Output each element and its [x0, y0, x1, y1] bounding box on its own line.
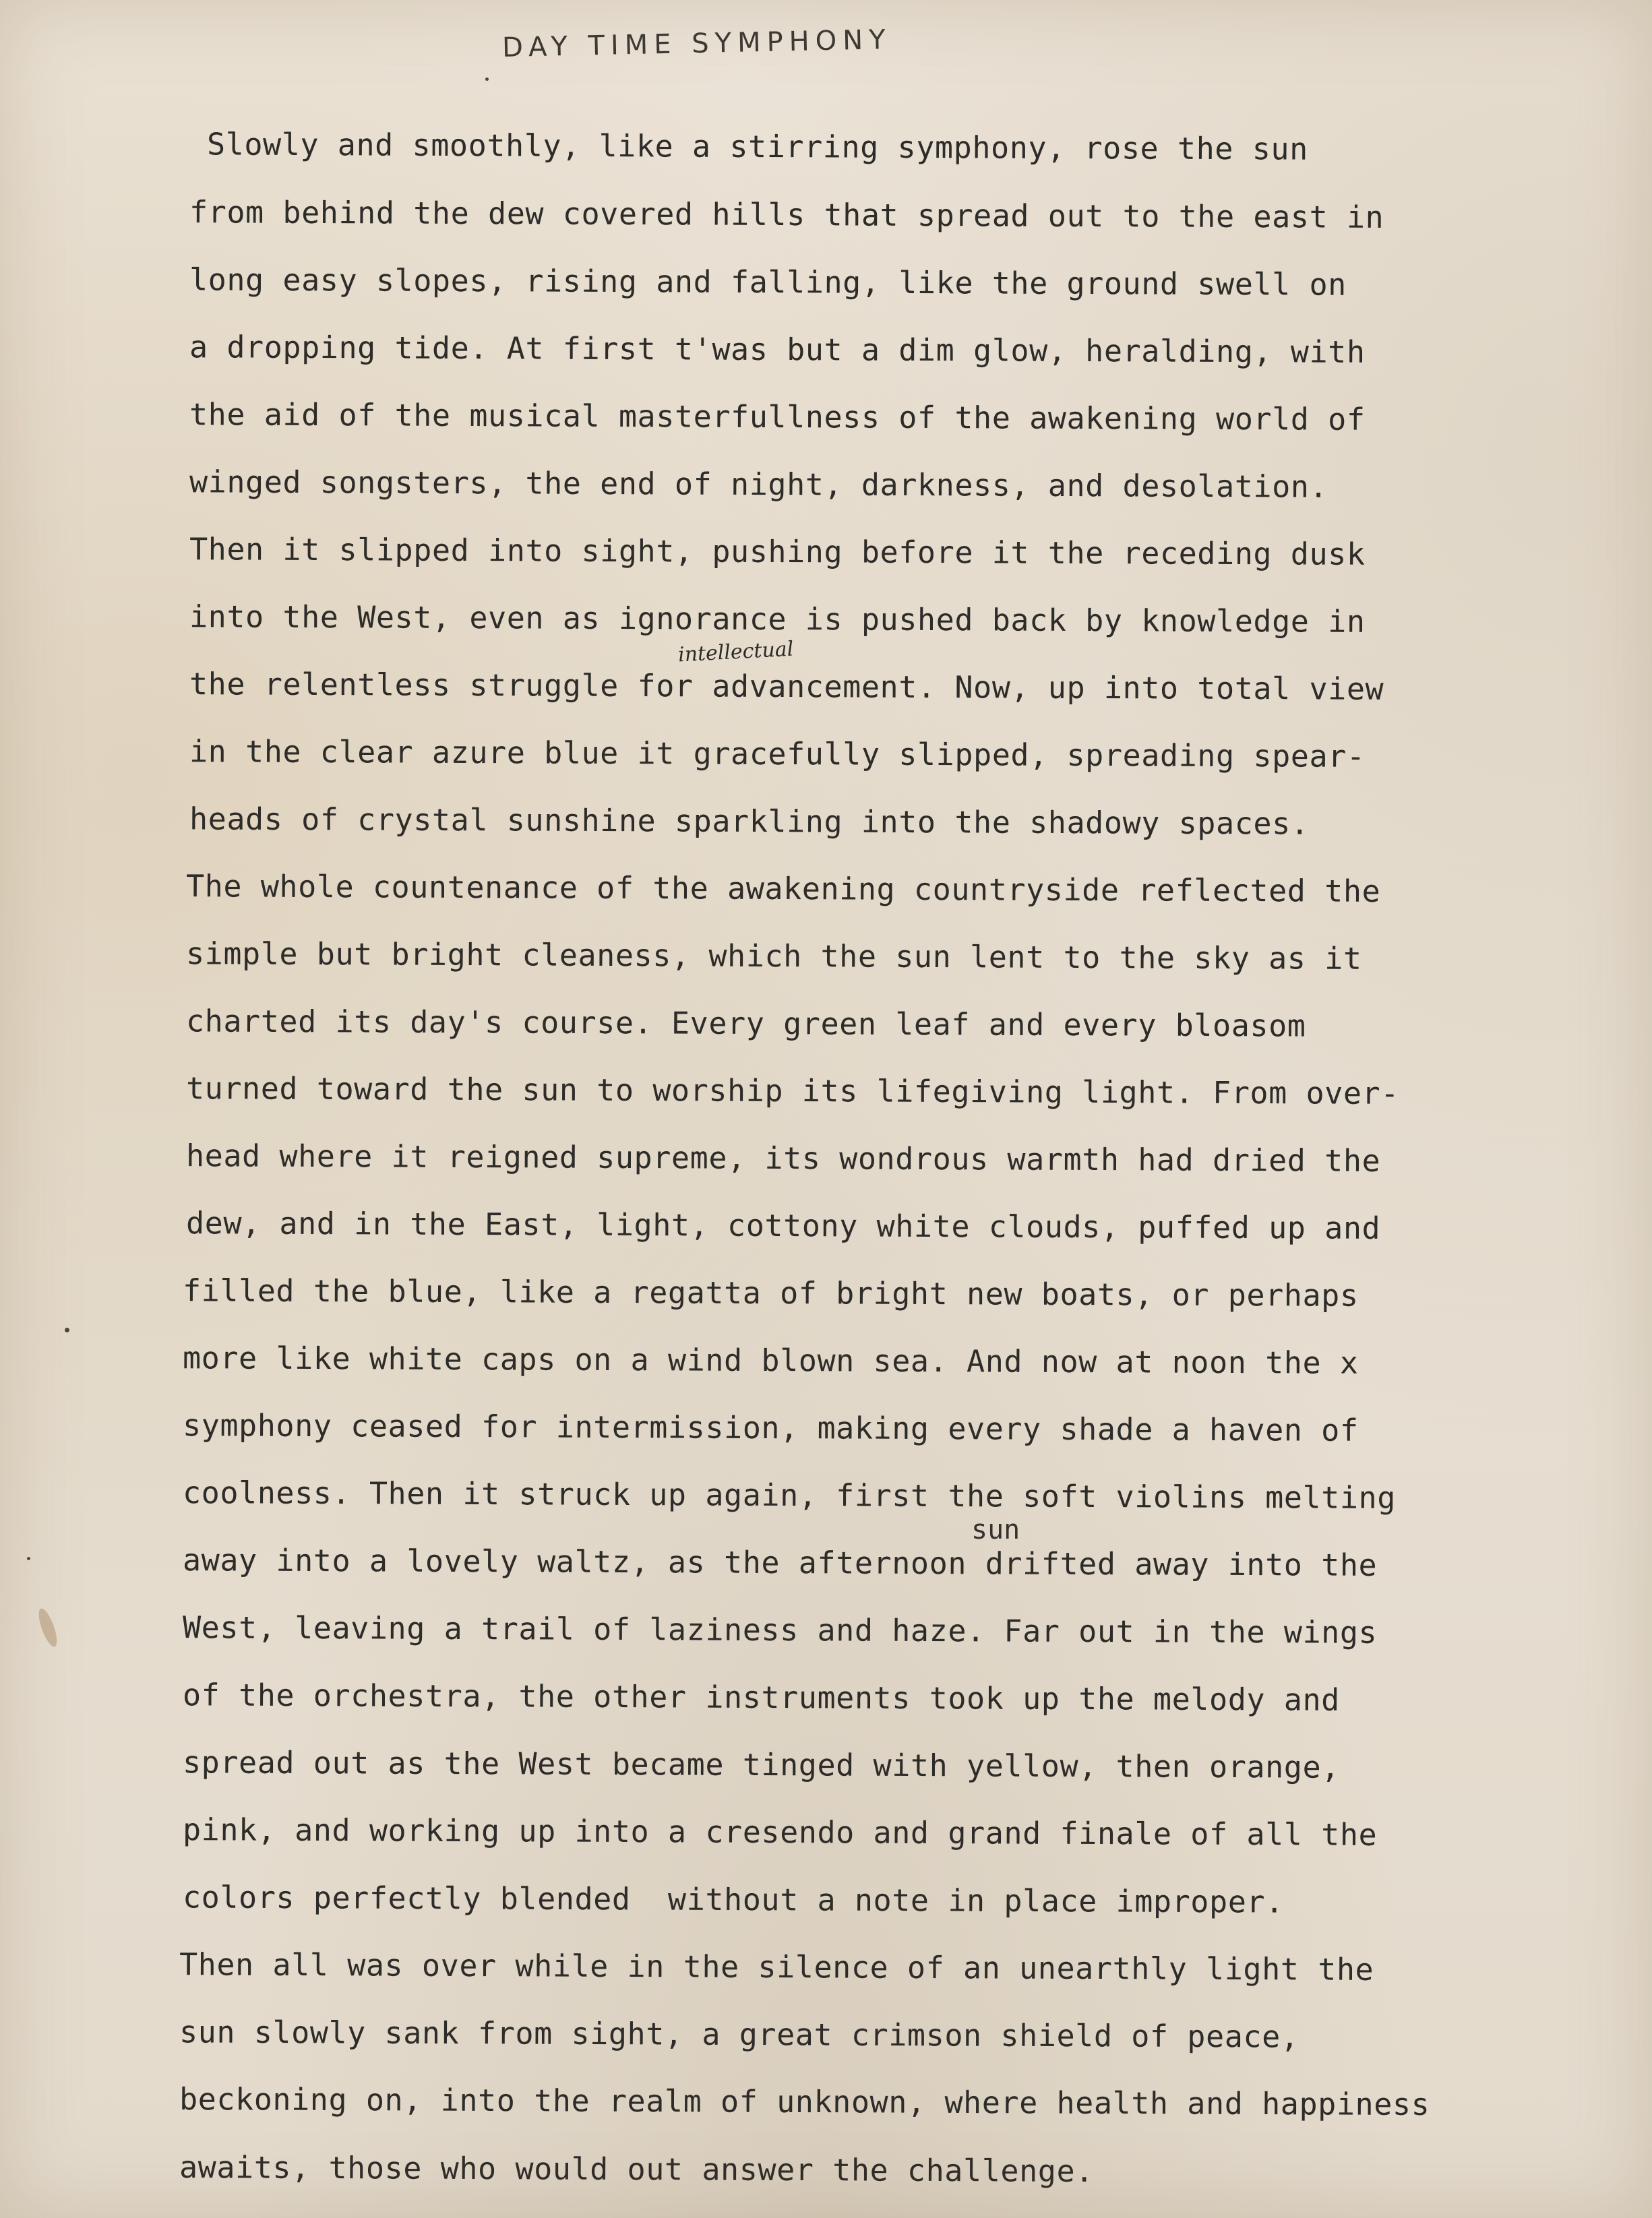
text-line: a dropping tide. At first t'was but a dim glow, heralding, with: [189, 329, 1366, 370]
ink-speck: [485, 78, 489, 81]
text-line: Slowly and smoothly, like a stirring symphony, rose the sun: [206, 126, 1308, 167]
text-line: charted its day's course. Every green leaf and every bloasom: [185, 1003, 1306, 1044]
text-line: away into a lovely waltz, as the afternoon drifted away into the: [182, 1542, 1378, 1583]
text-line: more like white caps on a wind blown sea. And now at noon the x: [182, 1340, 1359, 1381]
text-line: Then it slipped into sight, pushing before it the receding dusk: [189, 531, 1366, 572]
ink-speck: [27, 1557, 30, 1560]
text-line: The whole countenance of the awakening countryside reflected the: [185, 868, 1381, 909]
text-line: of the orchestra, the other instruments took up the melody and: [182, 1677, 1341, 1718]
text-line: spread out as the West became tinged with yellow, then orange,: [182, 1744, 1341, 1785]
text-line: West, leaving a trail of laziness and haze. Far out in the wings: [182, 1609, 1378, 1651]
text-line: awaits, those who would out answer the challenge.: [179, 2149, 1095, 2189]
text-line: colors perfectly blended without a note in place improper.: [182, 1879, 1284, 1920]
text-line: turned toward the sun to worship its lifegiving light. From over-: [185, 1070, 1400, 1111]
text-line: filled the blue, like a regatta of bright new boats, or perhaps: [182, 1272, 1359, 1314]
text-line: in the clear azure blue it gracefully slipped, spreading spear-: [189, 733, 1366, 774]
text-line: heads of crystal sunshine sparkling into the shadowy spaces.: [189, 801, 1310, 842]
text-line: sun slowly sank from sight, a great crimson shield of peace,: [179, 2014, 1299, 2055]
text-line: simple but bright cleaness, which the sun lent to the sky as it: [185, 935, 1362, 977]
ink-speck: [65, 1328, 69, 1332]
text-line: beckoning on, into the realm of unknown, where health and happiness: [179, 2081, 1430, 2123]
text-line: from behind the dew covered hills that spread out to the east in: [189, 194, 1384, 235]
text-line: the relentless struggle for advancement. Now, up into total view: [189, 666, 1384, 707]
typed-insertion: sun: [971, 1514, 1020, 1545]
text-line: Then all was over while in the silence of an unearthly light the: [179, 1946, 1374, 1988]
text-line: symphony ceased for intermission, making every shade a haven of: [182, 1407, 1359, 1448]
text-line: coolness. Then it struck up again, first the soft violins melting: [182, 1475, 1397, 1516]
handwritten-insertion: intellectual: [677, 637, 795, 667]
handwritten-title: DAY TIME SYMPHONY: [501, 24, 892, 64]
text-line: long easy slopes, rising and falling, like the ground swell on: [189, 261, 1347, 303]
text-line: dew, and in the East, light, cottony white clouds, puffed up and: [185, 1205, 1381, 1246]
text-line: into the West, even as ignorance is pushed back by knowledge in: [189, 598, 1366, 640]
text-line: winged songsters, the end of night, darkness, and desolation.: [189, 464, 1328, 505]
text-line: the aid of the musical masterfullness of the awakening world of: [189, 396, 1366, 437]
text-line: pink, and working up into a cresendo and grand finale of all the: [182, 1812, 1378, 1853]
text-line: head where it reigned supreme, its wondrous warmth had dried the: [185, 1138, 1381, 1179]
